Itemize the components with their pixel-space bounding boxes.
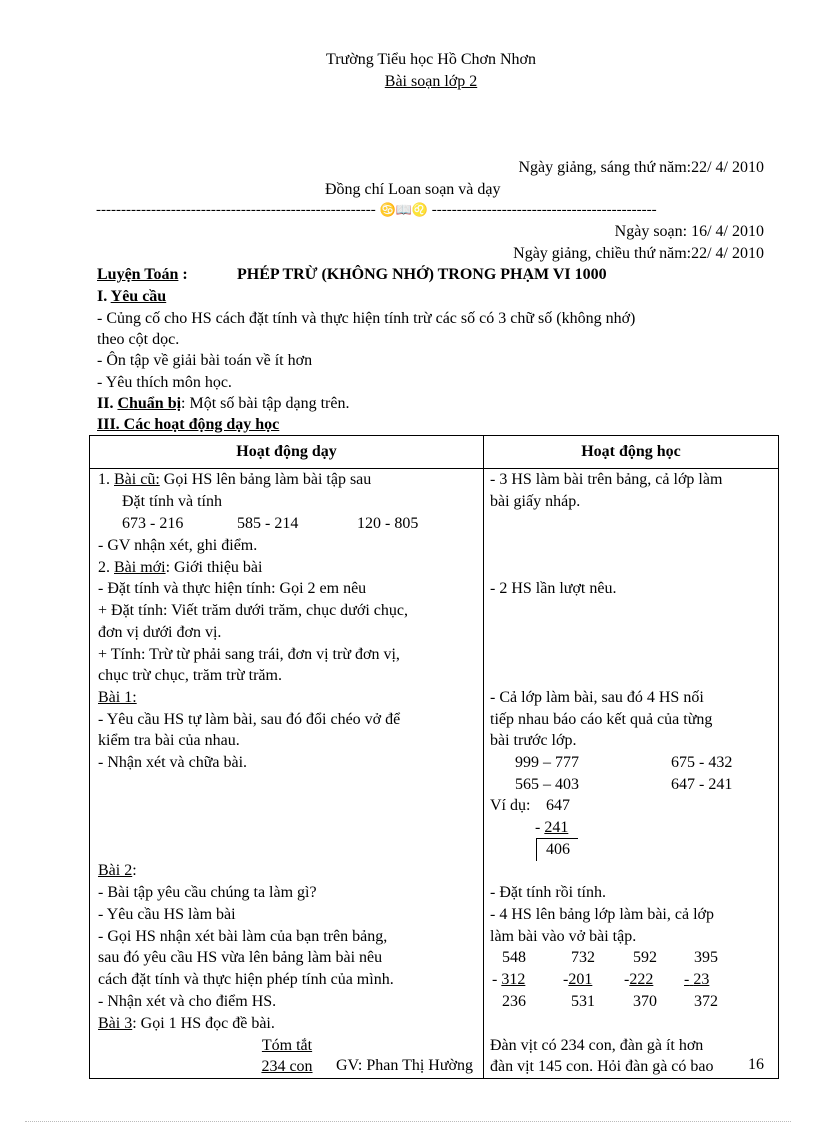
student-line-4: - Cả lớp làm bài, sau đó 4 HS nối bbox=[490, 689, 704, 706]
calc-res-1: 236 bbox=[502, 993, 526, 1010]
section-1-line-3: - Ôn tập về giải bài toán về ít hơn bbox=[97, 352, 313, 369]
value: 201 bbox=[568, 971, 593, 988]
teacher-line-19: sau đó yêu cầu HS vừa lên bảng làm bài nêu bbox=[98, 949, 383, 966]
problem-4: 647 - 241 bbox=[671, 776, 733, 793]
example-label: Ví dụ: bbox=[490, 797, 531, 814]
value: 312 bbox=[501, 971, 526, 988]
section-2-title: Chuẩn bị bbox=[117, 395, 182, 412]
section-1-num: I. bbox=[97, 288, 111, 305]
teaching-date: Ngày giảng, sáng thứ năm:22/ 4/ 2010 bbox=[518, 159, 764, 176]
student-line-1: - 3 HS làm bài trên bảng, cả lớp làm bbox=[490, 471, 723, 488]
teacher-bai-3 bbox=[98, 1014, 275, 1034]
student-column bbox=[484, 469, 779, 1079]
problem-1: 999 – 777 bbox=[515, 754, 579, 771]
minus: - bbox=[563, 971, 569, 988]
exercise-3: 120 - 805 bbox=[357, 515, 419, 532]
separator-symbol: ♋📖♌ bbox=[379, 202, 429, 217]
separator-left: -------------------------------------------------------- bbox=[96, 202, 376, 218]
minus: - bbox=[492, 971, 498, 988]
student-line-11: đàn vịt 145 con. Hỏi đàn gà có bao bbox=[490, 1058, 714, 1075]
section-2-text: : Một số bài tập dạng trên. bbox=[181, 395, 350, 412]
teacher-line-5 bbox=[98, 558, 262, 578]
teaching-date-2: Ngày giảng, chiều thứ năm:22/ 4/ 2010 bbox=[513, 245, 764, 262]
calc-res-3: 370 bbox=[633, 993, 657, 1010]
text: Gọi HS lên bảng làm bài tập sau bbox=[159, 471, 372, 488]
teacher-bai-2 bbox=[98, 861, 137, 881]
example-bracket bbox=[536, 839, 537, 861]
label: Bài mới bbox=[114, 559, 166, 576]
teacher-line-16: - Bài tập yêu cầu chúng ta làm gì? bbox=[98, 884, 317, 901]
teacher-line-4: - GV nhận xét, ghi điểm. bbox=[98, 537, 258, 554]
summary-line: 234 con bbox=[261, 1058, 313, 1075]
calc-mid-4 bbox=[684, 970, 709, 990]
exercise-1: 673 - 216 bbox=[122, 515, 184, 532]
minus: - bbox=[684, 971, 690, 988]
teacher-line-18: - Gọi HS nhận xét bài làm của bạn trên bảng, bbox=[98, 928, 388, 945]
label: Bài cũ: bbox=[114, 471, 160, 488]
teacher-line-14: - Nhận xét và chữa bài. bbox=[98, 754, 248, 771]
calc-mid-1 bbox=[492, 970, 525, 990]
section-1-heading bbox=[97, 287, 166, 307]
subject-colon: : bbox=[178, 266, 188, 283]
calc-top-2: 732 bbox=[571, 949, 595, 966]
teacher-line-17: - Yêu cầu HS làm bài bbox=[98, 906, 236, 923]
teacher-column bbox=[90, 469, 484, 1079]
student-line-8: - 4 HS lên bảng lớp làm bài, cả lớp bbox=[490, 906, 714, 923]
student-line-6: bài trước lớp. bbox=[490, 732, 577, 749]
section-2 bbox=[97, 394, 349, 414]
minus: - bbox=[624, 971, 630, 988]
student-line-5: tiếp nhau báo cáo kết quả của từng bbox=[490, 711, 713, 728]
calc-top-4: 395 bbox=[694, 949, 718, 966]
teacher-line-1 bbox=[98, 470, 371, 490]
footer-teacher: GV: Phan Thị Hường bbox=[336, 1057, 473, 1074]
section-1-line-2: theo cột dọc. bbox=[97, 331, 180, 348]
lesson-title: PHÉP TRỪ (KHÔNG NHỚ) TRONG PHẠM VI 1000 bbox=[237, 266, 607, 283]
section-1-line-1: - Củng cố cho HS cách đặt tính và thực hiện tính trừ các số có 3 chữ số (không nhớ) bbox=[97, 310, 636, 327]
subtitle: Bài soạn lớp 2 bbox=[384, 73, 478, 90]
example-mid bbox=[535, 818, 568, 838]
calc-res-2: 531 bbox=[571, 993, 595, 1010]
value: 23 bbox=[693, 971, 710, 988]
teacher-bai-1: Bài 1: bbox=[98, 689, 137, 706]
school-name: Trường Tiểu học Hồ Chơn Nhơn bbox=[326, 51, 536, 68]
section-3-heading: III. Các hoạt động dạy học bbox=[97, 416, 280, 433]
teacher-line-7: + Đặt tính: Viết trăm dưới trăm, chục dưới chục, bbox=[98, 602, 408, 619]
teacher-line-2: Đặt tính và tính bbox=[122, 493, 222, 510]
separator-right: --------------------------------------------- bbox=[431, 202, 657, 218]
page-bottom-rule bbox=[25, 1121, 791, 1122]
num: 1. bbox=[98, 471, 114, 488]
section-1-title: Yêu cầu bbox=[110, 288, 167, 305]
text: : bbox=[132, 862, 137, 879]
minus: - bbox=[535, 819, 545, 836]
teacher-line-12: - Yêu cầu HS tự làm bài, sau đó đổi chéo vở để bbox=[98, 711, 401, 728]
example-top: 647 bbox=[546, 797, 570, 814]
calc-mid-2 bbox=[563, 970, 592, 990]
text: : Gọi 1 HS đọc đề bài. bbox=[132, 1015, 275, 1032]
teacher-line-6: - Đặt tính và thực hiện tính: Gọi 2 em nêu bbox=[98, 580, 367, 597]
teacher-line-20: cách đặt tính và thực hiện phép tính của mình. bbox=[98, 971, 394, 988]
page-number: 16 bbox=[748, 1056, 764, 1073]
student-line-9: làm bài vào vở bài tập. bbox=[490, 928, 637, 945]
prep-date: Ngày soạn: 16/ 4/ 2010 bbox=[614, 223, 764, 240]
teacher-line-9: + Tính: Trừ từ phải sang trái, đơn vị trừ đơn vị, bbox=[98, 646, 400, 663]
num: 2. bbox=[98, 559, 114, 576]
calc-top-3: 592 bbox=[633, 949, 657, 966]
teacher-line-13: kiểm tra bài của nhau. bbox=[98, 732, 240, 749]
label: Bài 2 bbox=[98, 862, 133, 879]
calc-mid-3 bbox=[624, 970, 653, 990]
col-teacher-header: Hoạt động dạy bbox=[90, 436, 484, 469]
exercise-2: 585 - 214 bbox=[237, 515, 299, 532]
teacher-line-21: - Nhận xét và cho điểm HS. bbox=[98, 993, 277, 1010]
teacher-line-10: chục trừ chục, trăm trừ trăm. bbox=[98, 667, 282, 684]
lesson-title-line bbox=[97, 265, 188, 285]
problem-2: 675 - 432 bbox=[671, 754, 733, 771]
example-rule bbox=[536, 838, 578, 839]
calc-top-1: 548 bbox=[502, 949, 526, 966]
section-2-num: II. bbox=[97, 395, 118, 412]
teacher-line-8: đơn vị dưới đơn vị. bbox=[98, 624, 222, 641]
problem-3: 565 – 403 bbox=[515, 776, 579, 793]
student-line-3: - 2 HS lần lượt nêu. bbox=[490, 580, 617, 597]
value: 241 bbox=[544, 819, 569, 836]
student-line-10: Đàn vịt có 234 con, đàn gà ít hơn bbox=[490, 1037, 704, 1054]
student-line-2: bài giấy nháp. bbox=[490, 493, 581, 510]
teacher-line: Đồng chí Loan soạn và dạy bbox=[325, 181, 501, 198]
activities-table bbox=[89, 435, 779, 1079]
label: Bài 3 bbox=[98, 1015, 133, 1032]
student-line-7: - Đặt tính rồi tính. bbox=[490, 884, 606, 901]
subject-label: Luyện Toán bbox=[97, 266, 179, 283]
separator bbox=[96, 200, 657, 220]
text: : Giới thiệu bài bbox=[165, 559, 263, 576]
calc-res-4: 372 bbox=[694, 993, 718, 1010]
summary-heading: Tóm tắt bbox=[261, 1037, 313, 1054]
value: 222 bbox=[629, 971, 654, 988]
col-student-header: Hoạt động học bbox=[484, 436, 779, 469]
example-result: 406 bbox=[546, 841, 570, 858]
section-1-line-4: - Yêu thích môn học. bbox=[97, 374, 232, 391]
